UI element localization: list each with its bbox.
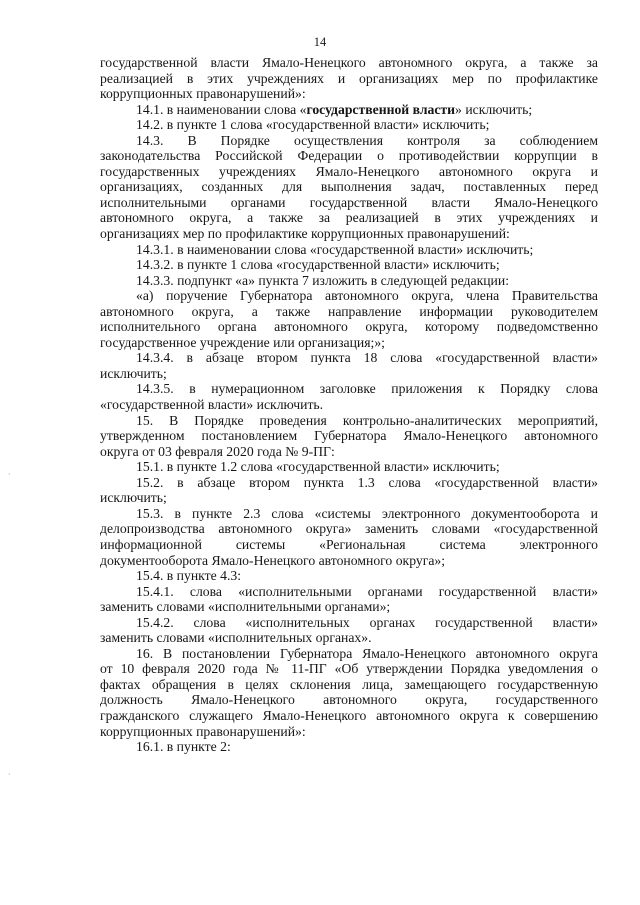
text-line: 15.4.1. слова «исполнительными органами государственной власти» xyxy=(136,583,598,599)
text-line: «государственной власти» исключить. xyxy=(100,397,324,413)
text-line: округа от 03 февраля 2020 года № 9-ПГ: xyxy=(100,443,335,459)
text-line: исполнительными органами государственной власти Ямало-Ненецкого xyxy=(100,194,598,210)
text-line: государственное учреждение или организация;»; xyxy=(100,334,385,350)
text-line: государственной власти Ямало-Ненецкого автономного округа, а также за xyxy=(100,55,598,70)
text-line: должность Ямало-Ненецкого автономного округа, государственного xyxy=(100,692,598,708)
text-line: 15.4. в пункте 4.3: xyxy=(136,568,242,584)
text-line: фактах обращения в целях склонения лица, замещающего государственную xyxy=(100,676,598,692)
text-line: государственных учреждениях Ямало-Ненецкого автономного округа и xyxy=(100,163,598,179)
text-line: исключить; xyxy=(100,365,167,381)
text-line: исключить; xyxy=(100,490,167,506)
text-line: 15.1. в пункте 1.2 слова «государственной власти» исключить; xyxy=(136,459,500,475)
text-line: от 10 февраля 2020 года № 11-ПГ «Об утверждении Порядка уведомления о xyxy=(100,661,598,677)
text-line: 14.3.5. в нумерационном заголовке приложения к Порядку слова xyxy=(136,381,598,397)
margin-dot: · xyxy=(8,470,11,479)
text-line: коррупционных правонарушений»: xyxy=(100,723,306,739)
text-line: заменить словами «исполнительными органами»; xyxy=(100,599,391,615)
text-line: заменить словами «исполнительных органах». xyxy=(100,630,372,646)
text-line: автономного округа, а также за реализацией в этих учреждениях и xyxy=(100,210,598,226)
text-line: исполнительного органа автономного округа, которому подведомственно xyxy=(100,319,598,335)
text-line: 14.3.4. в абзаце втором пункта 18 слова «государственной власти» xyxy=(136,350,598,366)
text-line: 14.3.1. в наименовании слова «государственной власти» исключить; xyxy=(136,241,534,257)
page-number: 14 xyxy=(313,35,327,49)
text-line: 15.4.2. слова «исполнительных органах государственной власти» xyxy=(136,614,598,630)
text-line: 14.3. В Порядке осуществления контроля за соблюдением xyxy=(136,132,598,148)
text-line: документооборота Ямало-Ненецкого автономного округа»; xyxy=(100,552,446,568)
text-line: 16. В постановлении Губернатора Ямало-Ненецкого автономного округа xyxy=(136,645,598,661)
bold-text: государственной власти xyxy=(306,101,456,117)
text-line: утвержденном постановлением Губернатора Ямало-Ненецкого автономного xyxy=(100,428,598,444)
text-line: автономного округа, а также направление информации руководителем xyxy=(100,303,598,319)
text-line: «а) поручение Губернатора автономного округа, члена Правительства xyxy=(136,288,598,304)
text-line: делопроизводства автономного округа» заменить словами «государственной xyxy=(100,521,598,537)
text-line: организациях мер по профилактике коррупционных правонарушений: xyxy=(100,226,510,242)
text-line: 15.2. в абзаце втором пункта 1.3 слова «государственной власти» xyxy=(136,474,598,490)
text-segment: » исключить; xyxy=(455,101,533,117)
text-line: 14.3.2. в пункте 1 слова «государственной власти» исключить; xyxy=(136,257,500,273)
text-segment: 14.1. в наименовании слова « xyxy=(136,101,307,117)
text-line xyxy=(100,102,598,118)
text-line: 16.1. в пункте 2: xyxy=(136,739,231,755)
text-line: законодательства Российской Федерации о противодействии коррупции в xyxy=(100,148,598,164)
text-line: организациях, созданных для выполнения задач, поставленных перед xyxy=(100,179,598,195)
text-line: 14.3.3. подпункт «а» пункта 7 изложить в следующей редакции: xyxy=(136,272,510,288)
text-line: 15.3. в пункте 2.3 слова «системы электронного документооборота и xyxy=(136,505,598,521)
text-line: 15. В Порядке проведения контрольно-аналитических мероприятий, xyxy=(136,412,598,428)
text-line: реализацией в этих учреждениях и организациях мер по профилактике xyxy=(100,70,598,86)
document-body xyxy=(100,55,598,755)
text-line: 14.2. в пункте 1 слова «государственной власти» исключить; xyxy=(136,117,490,133)
margin-dot: · xyxy=(8,770,11,779)
text-line: коррупционных правонарушений»: xyxy=(100,86,306,102)
text-line: информационной системы «Региональная система электронного xyxy=(100,536,598,552)
text-line: гражданского служащего Ямало-Ненецкого автономного округа к совершению xyxy=(100,707,598,723)
